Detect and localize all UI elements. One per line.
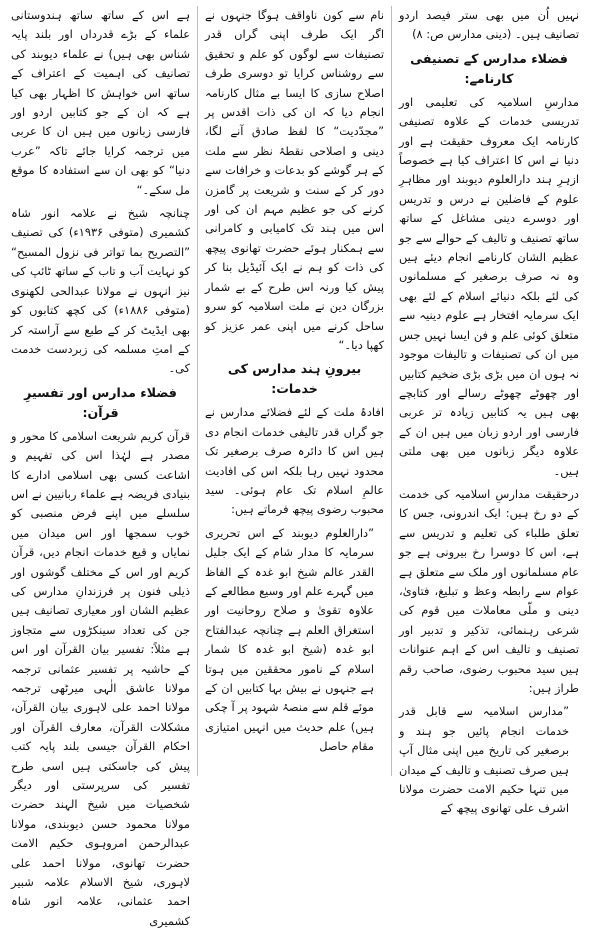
section-heading: بیرونِ ہند مدارس کی خدمات: — [227, 361, 362, 397]
body-paragraph: قرآن کریم شریعت اسلامی کا محور و مصدر ہے لہٰذا اس کی تفہیم و اشاعت کسی بھی اسلامی ادارے کا بنیادی فریضہ ہے علماء ربانیین نے اس سلسلے میں اپنے فرض منصبی کو خوب سمجھا اور اس میدان میں نمایاں و قیع خدمات انجام دیں، قرآن کریم اور اس کے مختلف گوشوں اور ذیلی فنون پر فرزندانِ مدارس کی عظیم الشان اور معیاری تصانیف ہیں جن کی تعداد سینکڑوں سے متجاوز ہے مثلاً: تفسیر بیان القرآن اور اس کے حاشیہ پر تفسیر عثمانی ترجمہ مولانا عاشق الٰہی میرٹھی ترجمہ مولانا احمد علی لاہوری بیان القرآن، مشکلات القرآن، معارف القرآن اور احکام القرآن جیسی بلند پایہ کتب پیش کی جاسکتی ہیں اسی طرح تفسیر کی سرپرستی اور دیگر شخصیات میں شیخ الہند حضرت مولانا محمود حسن دیوبندی، مولانا عبدالرحمن امروہوی حکیم الامت حضرت تھانوی، مولانا احمد علی لاہوری، شیخ الاسلام علامہ شبیر احمد عثمانی، علامہ انور شاہ کشمیری — [11, 428, 191, 928]
column-middle — [198, 6, 392, 776]
quote-paragraph: ”دارالعلوم دیوبند کے اس تحریری سرمایہ کا مدار شام کے ایک جلیل القدر عالم شیخ ابو غدہ کے الفاظ میں گہرے علم اور وسیع مطالعے کے علاوہ تقویٰ و صلاح روحانیت اور استغراق العلم ہے چنانچہ عبدالفتاح ابو غدہ (شیخ ابو غدہ کا شمار اسلام کے نامور محققین میں ہوتا ہے جنہوں نے بیش بہا کتابیں ان کے موئے قلم سے منصۂ شہود پر آ چکی ہیں) علم حدیث میں انہیں امتیازی مقام حاصل — [205, 525, 375, 754]
section-heading: فضلاء مدارس اور تفسیرِ قرآن: — [24, 384, 177, 420]
body-paragraph: ہے اس کے ساتھ ساتھ ہندوستانی علماء کے بڑے قدرداں اور بلند پایہ شناس بھی ہیں) نے علماء دیوبند کی تصانیف کی اہمیت کے اعتراف کے ساتھ اس خواہش کا اظہار بھی کیا ہے کہ ان کے جو کتابیں اردو اور فارسی زبانوں میں ہیں ان کا عربی میں ترجمہ کرایا جائے تاکہ ”عرب دنیا“ کو بھی ان سے استفادہ کا موقع مل سکے۔“ — [11, 8, 191, 197]
section-heading: فضلاء مدارس کے تصنیفی کارنامے: — [410, 50, 568, 86]
body-paragraph: مدارسِ اسلامیہ کی تعلیمی اور تدریسی خدمات کے علاوہ تصنیفی کارنامہ ایک معروف حقیقت ہے اور دنیا نے اس کا اعتراف کیا ہے خصوصاً ازہرِ ہند دارالعلوم دیوبند اور مظاہرِ علوم کے فاضلین نے درس و تدریس اور دوسرے دینی مشاغل کے ساتھ ساتھ تصنیف و تالیف کے حوالے سے جو عظیم الشان کارنامے انجام دیئے ہیں وہ نہ صرف برصغیر کے مسلمانوں کی لئے بلکہ دنیائے اسلام کے لئے بھی ایک سرمایہ افتخار ہے علوم دینیہ سے متعلق کوئی علم و فن ایسا نہیں جس میں ان کی تصنیفات و تالیفات موجود نہ ہوں ان میں بڑی بڑی ضخیم کتابیں اور چھوٹے چھوٹے رسالے اور کتابچے بھی ہیں یہ کتابیں زیادہ تر عربی فارسی اور اردو زبان میں ہیں ان کے علاوہ دیگر زبانوں میں بھی ملتی ہیں۔ — [399, 94, 579, 478]
body-paragraph: افادۂ ملت کے لئے فضلائے مدارس نے جو گراں قدر تالیفی خدمات انجام دی ہیں اس کا دائرہ صرف برصغیر تک محدود نہیں رہا بلکہ اس کی افادیت عالمِ اسلام تک عام ہوئی۔ سید محبوب رضوی پیچھ فرماتے ہیں: — [205, 405, 385, 517]
body-paragraph: نام سے کون ناواقف ہوگا جنہوں نے اگر ایک طرف اپنی گراں قدر تصنیفات سے لوگوں کو علم و تحقیق سے روشناس کرایا تو دوسری طرف اصلاح سازی کا ایسا بے مثال کارنامہ انجام دیا کہ ان کی ذات اقدس پر ”مجدّدیت“ کا لفظ صادق آنے لگا، دینی و اصلاحی نقطۂ نظر سے ملت کے ہر گوشے کو بدعات و خرافات سے دور کر کے سنت و شریعت پر گامزن کرنے کی جو عظیم مہم ان کی اور اس میں ہند تک کامیابی و کامرانی سے ہمکنار ہوئے حضرت تھانوی پیچھ کی ذات کو ہم نے ایک آئیڈیل بنا کر پیش کیا ورنہ اس طرح کے بے شمار بزرگان دین نے ملت اسلامیہ کو سرو ساحل کرنے میں اپنی عمر عزیز کو کھپا دیا۔“ — [205, 8, 385, 352]
quote-paragraph: ”مدارس اسلامیہ سے قابل قدر خدمات انجام پائیں جو ہند و برصغیر کی تاریخ میں اپنی مثال آپ ہیں صرف تصنیف و تالیف کے میدان میں تنہا حکیم الامت حضرت مولانا اشرف علی تھانوی پیچھ کے — [399, 704, 569, 816]
body-paragraph: درحقیقت مدارسِ اسلامیہ کی خدمت کے دو رخ ہیں: ایک اندرونی، جس کا تعلق طلباء کی تعلیم و تدریس سے ہے، اس کا دوسرا رخ بیرونی ہے جو عام مسلمانوں اور ملک سے متعلق ہے عوام سے رابطہ وعظ و تبلیغ، فتاویٰ، دینی و ملّی معاملات میں قوم کی شرعی رہنمائی، تذکیر و تدبیر اور تصنیف و تالیف اس کے اہم عنوانات ہیں سید محبوب رضوی، صاحب رقم طراز ہیں: — [399, 486, 579, 695]
column-left — [4, 6, 198, 928]
body-paragraph: نہیں اُن میں بھی ستر فیصد اردو تصانیف ہیں۔ (دینی مدارس ص: ۸) — [399, 8, 579, 42]
column-right — [392, 6, 586, 816]
body-paragraph: چنانچہ شیخ نے علامہ انور شاہ کشمیری (متوفی ۱۹۳۶ء) کی تصنیف ”التصریح بما تواتر فی نزول المسیح“ کو نہایت آب و تاب کے ساتھ ٹائپ کی نیز انہوں نے مولانا عبدالحی لکھنوی (متوفی ۱۸۸۶ء) کی کچھ کتابوں کو بھی ایڈیٹ کر کے طبع سے آراستہ کر کے امتِ مسلمہ کی زبردست خدمت کی۔ — [11, 206, 191, 376]
